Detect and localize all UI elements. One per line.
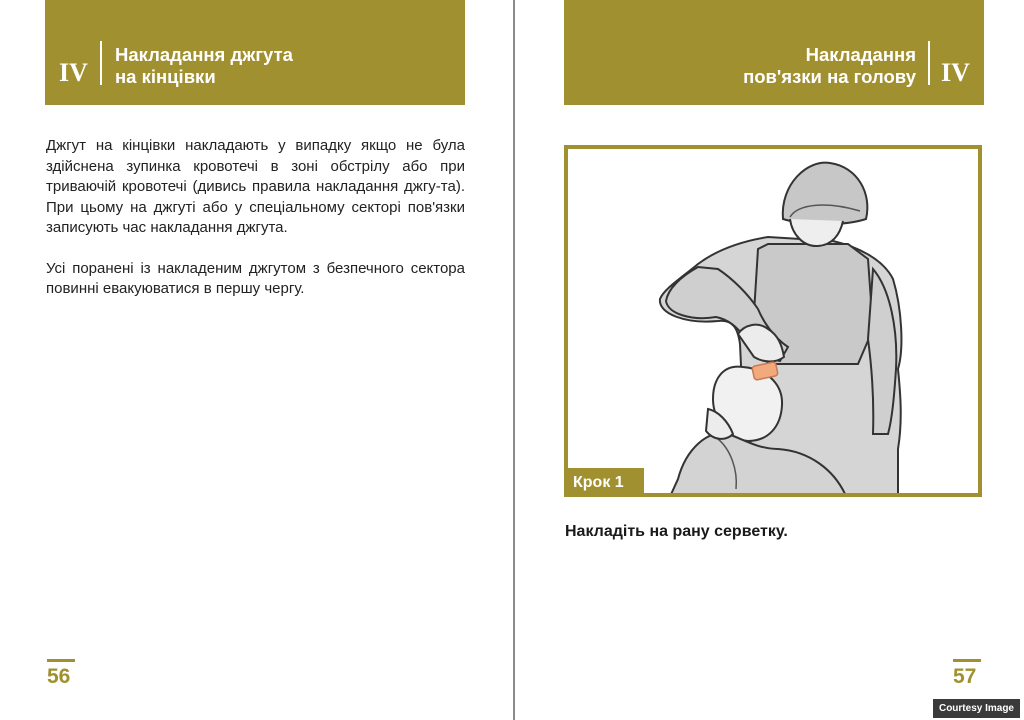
right-page xyxy=(516,0,1024,720)
chapter-title-line: Накладання xyxy=(805,44,916,65)
chapter-number: IV xyxy=(59,58,88,87)
paragraph: Джгут на кінцівки накладають у випадку якщо не була здійснена зупинка кровотечі в зоні обстрілу або при триваючій кровотечі (дивись правила накладання джгу-та). При цьому на джгуті або у спеціальному секторі пов'язки записують час накладання джгута. xyxy=(46,137,465,236)
chapter-number: IV xyxy=(941,58,970,87)
step-label: Крок 1 xyxy=(564,468,644,497)
page-number: 56 xyxy=(47,665,71,688)
chapter-title-line: пов'язки на голову xyxy=(743,66,916,87)
illustration-frame xyxy=(564,145,982,497)
soldier-applying-napkin-to-wounded-head-illustration xyxy=(568,149,982,497)
banner-divider xyxy=(928,41,930,85)
chapter-title xyxy=(115,44,293,88)
book-spine xyxy=(513,0,515,720)
banner-divider xyxy=(100,41,102,85)
chapter-banner-left xyxy=(45,0,465,105)
body-text xyxy=(46,136,465,320)
page-number-rule xyxy=(953,659,981,662)
page-number-rule xyxy=(47,659,75,662)
chapter-title-line: на кінцівки xyxy=(115,66,216,87)
step-caption: Накладіть на рану серветку. xyxy=(565,523,788,540)
chapter-banner-right xyxy=(564,0,984,105)
paragraph: Усі поранені із накладеним джгутом з безпечного сектора повинні евакуюватися в першу чергу. xyxy=(46,259,465,297)
chapter-title xyxy=(743,44,916,88)
credit-badge: Courtesy Image xyxy=(933,699,1020,718)
chapter-title-line: Накладання джгута xyxy=(115,44,293,65)
page-number: 57 xyxy=(953,665,977,688)
